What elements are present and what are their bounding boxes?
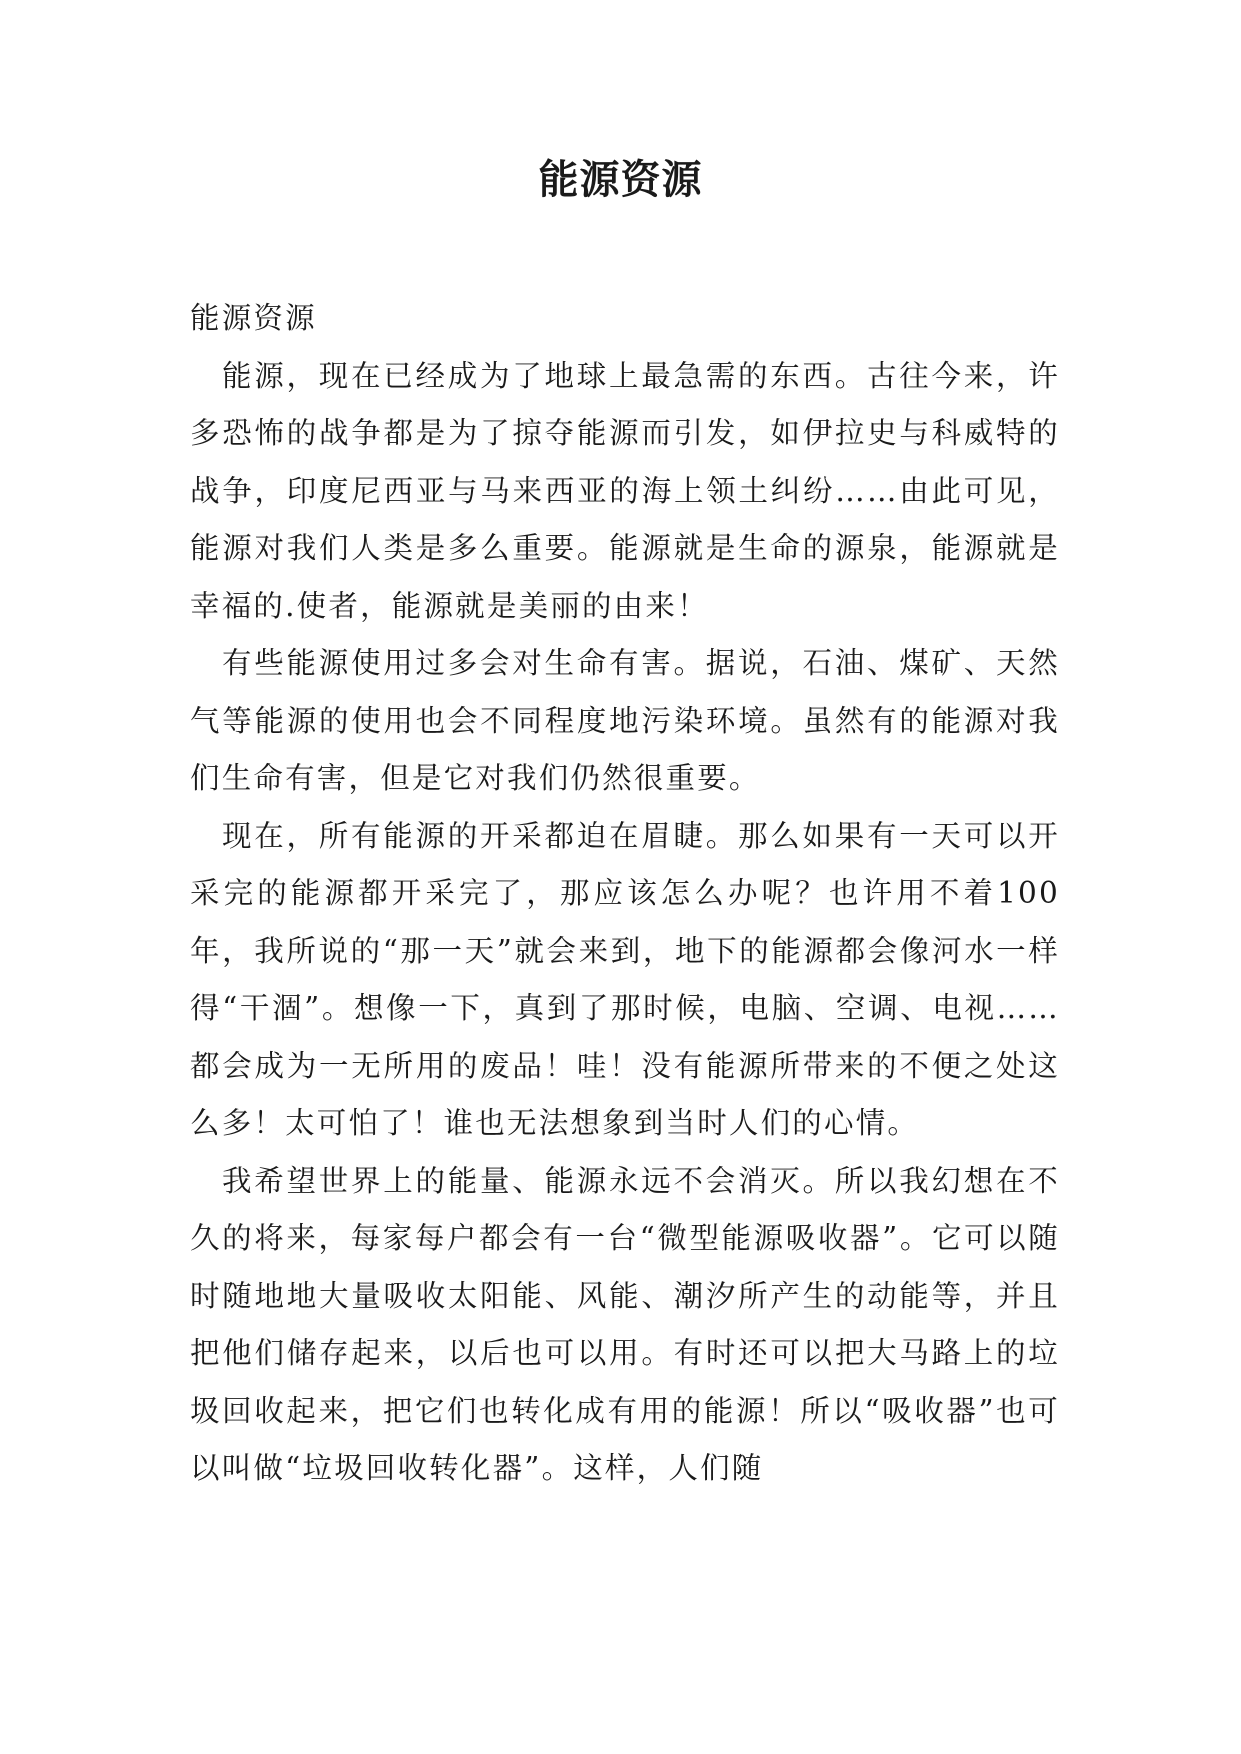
paragraph-1: 能源，现在已经成为了地球上最急需的东西。古往今来，许多恐怖的战争都是为了掠夺能源而引发，如伊拉史与科威特的战争，印度尼西亚与马来西亚的海上领土纠纷……由此可见，能源对我们人类是多么重要。能源就是生命的源泉，能源就是幸福的.使者，能源就是美丽的由来！ [190, 358, 1060, 623]
paragraph-2: 有些能源使用过多会对生命有害。据说，石油、煤矿、天然气等能源的使用也会不同程度地污染环境。虽然有的能源对我们生命有害，但是它对我们仍然很重要。 [190, 646, 1060, 795]
document-subtitle: 能源资源 [190, 301, 317, 335]
paragraph-3: 现在，所有能源的开采都迫在眉睫。那么如果有一天可以开采完的能源都开采完了，那应该怎么办呢？也许用不着100年，我所说的“那一天”就会来到，地下的能源都会像河水一样得“干涸”。想像一下，真到了那时候，电脑、空调、电视……都会成为一无所用的废品！哇！没有能源所带来的不便之处这么多！太可怕了！谁也无法想象到当时人们的心情。 [190, 818, 1060, 1140]
paragraph-4: 我希望世界上的能量、能源永远不会消灭。所以我幻想在不久的将来，每家每户都会有一台“微型能源吸收器”。它可以随时随地地大量吸收太阳能、风能、潮汐所产生的动能等，并且把他们储存起来，以后也可以用。有时还可以把大马路上的垃圾回收起来，把它们也转化成有用的能源！所以“吸收器”也可以叫做“垃圾回收转化器”。这样，人们随 [190, 1163, 1060, 1485]
document-title: 能源资源 [538, 157, 703, 203]
document-body [190, 290, 1060, 1498]
